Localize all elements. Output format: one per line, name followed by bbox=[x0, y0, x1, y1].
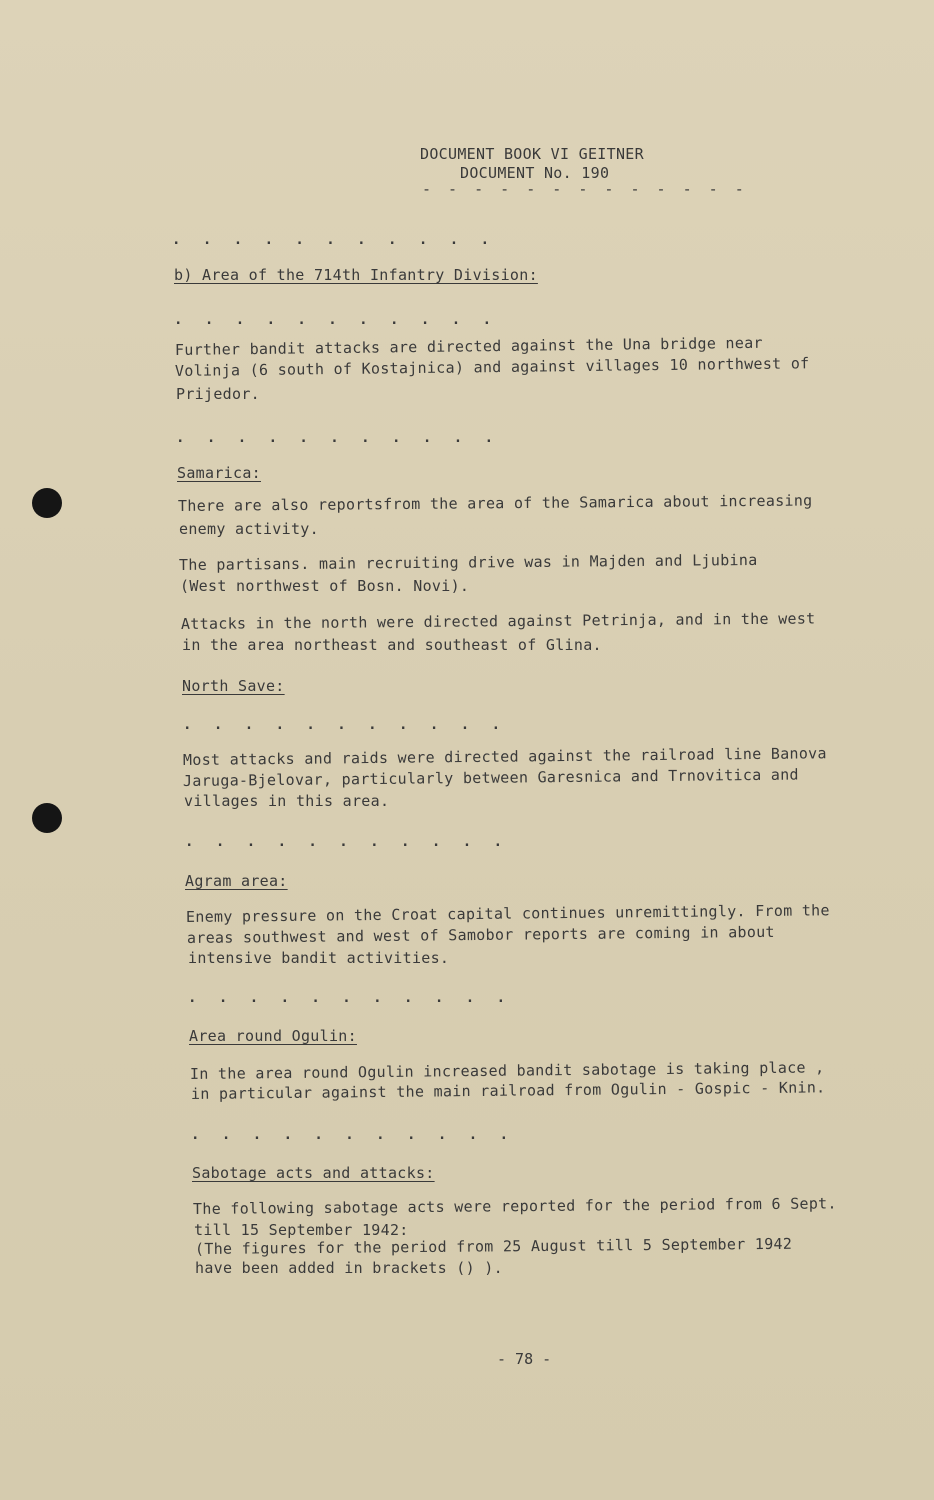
heading-samarica-text: Samarica: bbox=[177, 464, 261, 482]
separator-dots: . . . . . . . . . . . bbox=[183, 717, 508, 733]
heading-714th-text: b) Area of the 714th Infantry Division: bbox=[174, 266, 538, 284]
text-line: have been added in brackets () ). bbox=[195, 1259, 503, 1277]
text-line: till 15 September 1942: bbox=[194, 1221, 409, 1239]
section-heading-sabotage bbox=[192, 1164, 435, 1182]
text-line: enemy activity. bbox=[179, 520, 319, 538]
text-line: There are also reportsfrom the area of the Samarica about increasing bbox=[177, 491, 813, 515]
text-line: Prijedor. bbox=[176, 385, 260, 403]
text-line: Volinja (6 south of Kostajnica) and against villages 10 northwest of bbox=[174, 354, 810, 380]
section-heading-714th bbox=[174, 266, 538, 284]
text-line: (West northwest of Bosn. Novi). bbox=[180, 577, 470, 595]
heading-agram-text: Agram area: bbox=[185, 872, 288, 890]
section-heading-samarica bbox=[177, 464, 261, 482]
text-line: areas southwest and west of Samobor reports are coming in about bbox=[186, 922, 775, 947]
text-line: in particular against the main railroad from Ogulin - Gospic - Knin. bbox=[190, 1078, 826, 1103]
separator-dots: . . . . . . . . . . . bbox=[172, 232, 497, 248]
separator-dots: . . . . . . . . . . . bbox=[185, 834, 510, 850]
text-line: in the area northeast and southeast of Glina. bbox=[182, 636, 602, 654]
text-line: Further bandit attacks are directed against the Una bridge near bbox=[174, 333, 763, 359]
section-heading-ogulin bbox=[189, 1027, 357, 1045]
heading-ogulin-text: Area round Ogulin: bbox=[189, 1027, 357, 1045]
header-document-book: DOCUMENT BOOK VI GEITNER bbox=[420, 145, 644, 163]
text-line: (The figures for the period from 25 August till 5 September 1942 bbox=[194, 1234, 793, 1258]
separator-dots: . . . . . . . . . . . bbox=[176, 430, 501, 446]
text-line: Enemy pressure on the Croat capital continues unremittingly. From the bbox=[185, 901, 830, 926]
section-heading-north-save bbox=[182, 677, 285, 695]
punch-hole-top bbox=[32, 488, 62, 518]
text-line: Attacks in the north were directed against Petrinja, and in the west bbox=[180, 609, 816, 633]
text-line: Most attacks and raids were directed against the railroad line Banova bbox=[182, 744, 827, 769]
heading-north-save-text: North Save: bbox=[182, 677, 285, 695]
separator-dots: . . . . . . . . . . . bbox=[188, 990, 513, 1006]
punch-hole-bottom bbox=[32, 803, 62, 833]
text-line: Jaruga-Bjelovar, particularly between Garesnica and Trnovitica and bbox=[182, 765, 799, 790]
text-line: intensive bandit activities. bbox=[188, 949, 450, 967]
heading-sabotage-text: Sabotage acts and attacks: bbox=[192, 1164, 435, 1182]
separator-dots: . . . . . . . . . . . bbox=[174, 312, 499, 328]
text-line: villages in this area. bbox=[184, 792, 390, 810]
separator-dots: . . . . . . . . . . . bbox=[191, 1127, 516, 1143]
text-line: In the area round Ogulin increased bandit sabotage is taking place , bbox=[189, 1058, 825, 1083]
page-number: - 78 - bbox=[497, 1350, 552, 1368]
text-line: The following sabotage acts were reported for the period from 6 Sept. bbox=[192, 1194, 837, 1218]
header-rule: - - - - - - - - - - - - - bbox=[422, 180, 748, 198]
section-heading-agram bbox=[185, 872, 288, 890]
header-document-number: DOCUMENT No. 190 bbox=[460, 164, 610, 182]
text-line: The partisans. main recruiting drive was in Majden and Ljubina bbox=[178, 550, 758, 574]
